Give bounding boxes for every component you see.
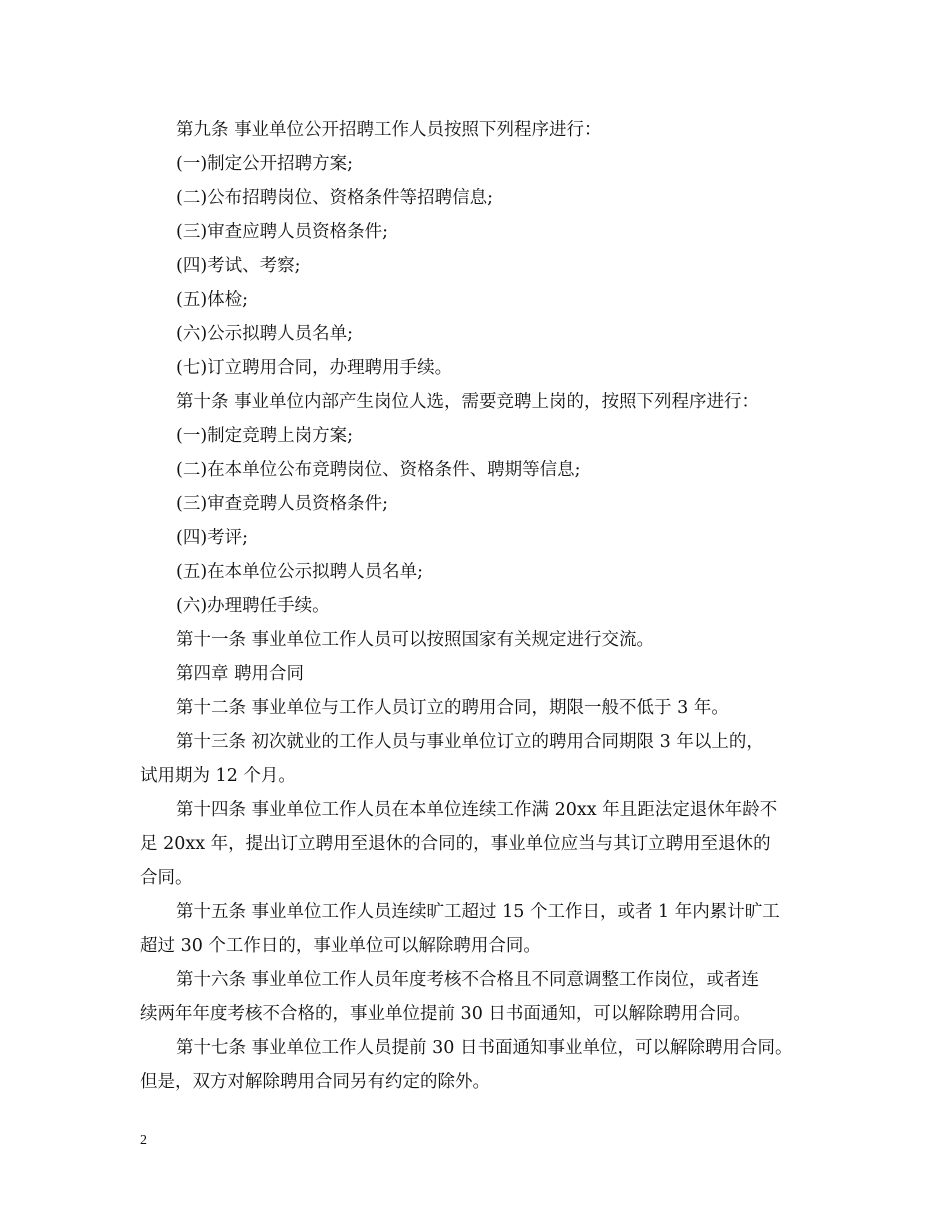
text-line: (四)考评; — [176, 528, 249, 548]
text-line: 合同。 — [140, 868, 193, 888]
text-line: (五)在本单位公示拟聘人员名单; — [176, 562, 424, 582]
text-line: (三)审查应聘人员资格条件; — [176, 222, 389, 242]
text-line: 第十一条 事业单位工作人员可以按照国家有关规定进行交流。 — [176, 630, 655, 650]
text-line: 第十七条 事业单位工作人员提前 30 日书面通知事业单位，可以解除聘用合同。 — [176, 1038, 793, 1058]
text-line: 超过 30 个工作日的，事业单位可以解除聘用合同。 — [140, 936, 541, 956]
text-line: (五)体检; — [176, 290, 249, 310]
text-line: (七)订立聘用合同，办理聘用手续。 — [176, 358, 453, 378]
text-line: 第十三条 初次就业的工作人员与事业单位订立的聘用合同期限 3 年以上的， — [176, 732, 764, 752]
text-line: (一)制定竞聘上岗方案; — [176, 426, 354, 446]
text-line: (一)制定公开招聘方案; — [176, 154, 354, 174]
text-line: 第四章 聘用合同 — [176, 664, 305, 684]
text-line: 第十六条 事业单位工作人员年度考核不合格且不同意调整工作岗位，或者连 — [176, 970, 760, 990]
text-line: (四)考试、考察; — [176, 256, 301, 276]
text-line: 第十二条 事业单位与工作人员订立的聘用合同，期限一般不低于 3 年。 — [176, 698, 729, 718]
text-line: (三)审查竞聘人员资格条件; — [176, 494, 389, 514]
page-number: 2 — [140, 1133, 147, 1148]
text-line: 第十条 事业单位内部产生岗位人选，需要竞聘上岗的，按照下列程序进行： — [176, 392, 760, 412]
text-line: (六)公示拟聘人员名单; — [176, 324, 354, 344]
text-line: 但是，双方对解除聘用合同另有约定的除外。 — [140, 1072, 490, 1092]
text-line: (二)在本单位公布竞聘岗位、资格条件、聘期等信息; — [176, 460, 581, 480]
text-line: 第十五条 事业单位工作人员连续旷工超过 15 个工作日，或者 1 年内累计旷工 — [176, 902, 780, 922]
text-line: 试用期为 12 个月。 — [140, 766, 296, 786]
text-line: (二)公布招聘岗位、资格条件等招聘信息; — [176, 188, 494, 208]
text-line: (六)办理聘任手续。 — [176, 596, 330, 616]
text-line: 续两年年度考核不合格的，事业单位提前 30 日书面通知，可以解除聘用合同。 — [140, 1004, 751, 1024]
text-line: 第九条 事业单位公开招聘工作人员按照下列程序进行： — [176, 120, 602, 140]
text-line: 第十四条 事业单位工作人员在本单位连续工作满 20xx 年且距法定退休年龄不 — [176, 800, 778, 820]
document-body — [140, 113, 810, 1099]
text-line: 足 20xx 年，提出订立聘用至退休的合同的，事业单位应当与其订立聘用至退休的 — [140, 834, 771, 854]
